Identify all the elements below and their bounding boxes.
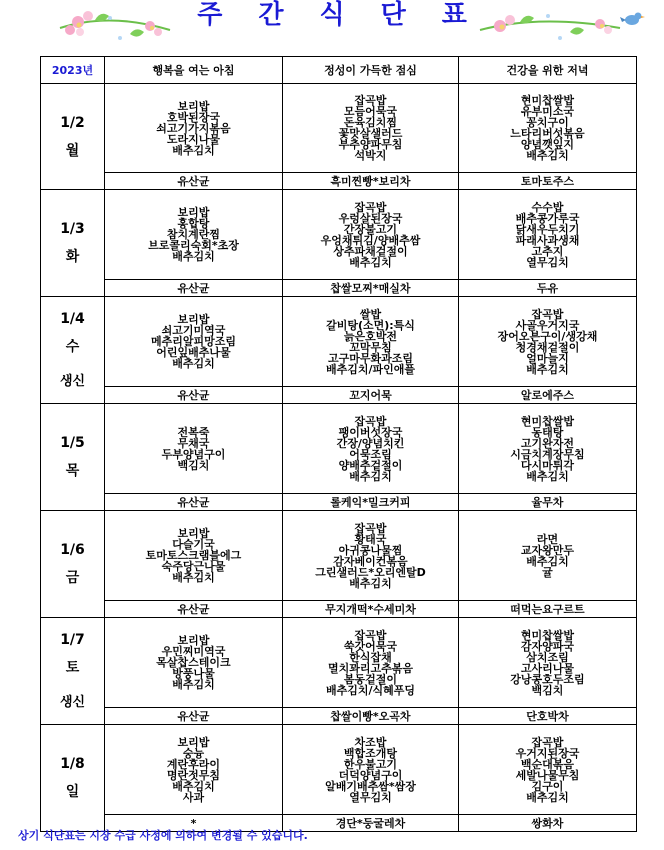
menu-item: 배추콩가루국 <box>515 211 580 225</box>
menu-item: 유부미소국 <box>520 105 575 118</box>
breakfast-menu-cell <box>105 190 283 280</box>
weekday-label: 일 <box>65 784 80 800</box>
footnote: 상기 식단표는 시장 수급 사정에 의하여 변경될 수 있습니다. <box>18 829 308 842</box>
menu-item: 목살찹스테이크 <box>156 656 231 669</box>
menu-item: 브로콜리숙회*초장 <box>148 239 239 252</box>
snack-cell: 유산균 <box>105 601 283 618</box>
menu-item: 메추리알피망조림 <box>150 335 236 348</box>
menu-item: 방풍나물 <box>172 667 215 680</box>
menu-item: 고사리나물 <box>520 661 575 675</box>
menu-item: 얼마늘지 <box>526 351 569 365</box>
menu-item: 더덕양념구이 <box>338 768 403 782</box>
day-cell <box>41 511 105 618</box>
menu-item: 토마토스크램블에그 <box>145 549 242 562</box>
menu-item: 잡곡밥 <box>531 307 564 321</box>
menu-item: 배추김치 <box>172 678 215 691</box>
menu-item: 쌀밥 <box>359 307 382 321</box>
dinner-menu-cell <box>459 190 637 280</box>
menu-item: 배추김치 <box>349 255 392 269</box>
snack-row <box>41 280 637 297</box>
menu-item: 백김치 <box>531 683 564 697</box>
menu-item: 늙은호박전 <box>343 329 398 343</box>
menu-item: 닭새우두치기 <box>515 222 580 236</box>
menu-item: 쑥갓어묵국 <box>343 639 398 653</box>
menu-item: 배추김치 <box>172 250 215 263</box>
weekday-label: 화 <box>65 249 80 265</box>
dinner-menu-cell <box>459 297 637 387</box>
menu-item: 잡곡밥 <box>531 735 564 749</box>
menu-item: 어린잎배추나물 <box>156 346 231 359</box>
lunch-menu-cell <box>283 404 459 494</box>
menu-item: 차조밥 <box>354 735 387 749</box>
menu-item: 쇠고기미역국 <box>161 324 226 337</box>
menu-item: 삼치조림 <box>526 650 569 664</box>
year-header: 2023년 <box>41 57 105 84</box>
menu-item: 잡곡밥 <box>354 628 387 642</box>
menu-item: 현미찹쌀밥 <box>520 628 575 642</box>
dinner-menu-cell <box>459 511 637 601</box>
dinner-header: 건강을 위한 저녁 <box>459 57 637 84</box>
day-row <box>41 297 637 387</box>
menu-item: 호박된장국 <box>166 110 221 124</box>
menu-item: 한식잡채 <box>349 650 392 664</box>
menu-item: 보리밥 <box>177 206 210 219</box>
menu-item: 멸치꽈리고추볶음 <box>327 661 413 675</box>
date-label: 1/3 <box>60 221 85 237</box>
menu-item: 홍합탕 <box>177 217 210 230</box>
menu-item: 양배추겉절이 <box>338 458 403 472</box>
date-label: 1/6 <box>60 542 85 558</box>
menu-item: 그린샐러드*오리엔탈D <box>315 565 426 579</box>
menu-item: 꼬막무침 <box>349 340 392 354</box>
menu-item: 팽이버섯장국 <box>338 425 403 439</box>
menu-item: 모듬어묵국 <box>343 105 398 118</box>
date-label: 1/7 <box>60 632 85 648</box>
menu-item: 배추김치 <box>349 576 392 590</box>
menu-item: 배추김치 <box>526 790 569 804</box>
menu-item: 꽁치구이 <box>526 116 569 129</box>
birthday-label: 생신 <box>59 374 86 389</box>
lunch-menu-cell <box>283 297 459 387</box>
menu-item: 전복죽 <box>177 425 210 439</box>
menu-item: 한우불고기 <box>343 757 398 771</box>
snack-cell: 경단*둥굴레차 <box>283 815 459 832</box>
date-label: 1/2 <box>60 114 85 131</box>
breakfast-menu-cell <box>105 511 283 601</box>
header-row <box>41 57 637 84</box>
menu-item: 배추김치 <box>526 554 569 568</box>
menu-item: 배추김치 <box>526 149 569 162</box>
menu-item: 현미찹쌀밥 <box>520 94 575 107</box>
snack-row <box>41 601 637 618</box>
day-cell <box>41 618 105 725</box>
day-cell <box>41 297 105 404</box>
menu-item: 갈비탕(소면):특식 <box>326 318 415 332</box>
menu-item: 숙주당근나물 <box>161 560 226 573</box>
date-label: 1/5 <box>60 435 85 451</box>
menu-item: 양념깻잎지 <box>520 138 575 151</box>
menu-item: 도라지나물 <box>166 132 221 146</box>
menu-item: 우렁살된장국 <box>338 211 403 225</box>
day-row <box>41 511 637 601</box>
dinner-menu-cell <box>459 618 637 708</box>
day-row <box>41 618 637 708</box>
menu-item: 숭늉 <box>182 746 205 760</box>
menu-item: 김구이 <box>531 779 564 793</box>
snack-cell: 무지개떡*수세미차 <box>283 601 459 618</box>
breakfast-menu-cell <box>105 297 283 387</box>
menu-item: 부추양파무침 <box>338 138 403 151</box>
menu-item: 보리밥 <box>177 634 210 647</box>
title-char: 식 <box>319 0 345 30</box>
snack-cell: 찹쌀이빵*오곡차 <box>283 708 459 725</box>
day-cell <box>41 404 105 511</box>
birthday-label: 생신 <box>59 695 86 710</box>
snack-row <box>41 387 637 404</box>
menu-item: 봄동겉절이 <box>343 672 398 686</box>
menu-item: 라면 <box>536 532 559 546</box>
snack-cell: 유산균 <box>105 280 283 297</box>
snack-cell: 꼬지어묵 <box>283 387 459 404</box>
menu-item: 현미찹쌀밥 <box>520 414 575 428</box>
day-cell <box>41 190 105 297</box>
menu-item: 감자베이컨볶음 <box>333 554 408 568</box>
weekday-label: 토 <box>65 660 80 676</box>
menu-item: 동태탕 <box>531 425 564 439</box>
snack-cell: 롤케익*밀크커피 <box>283 494 459 511</box>
menu-item: 배추김치 <box>526 362 569 376</box>
menu-item: 석박지 <box>354 149 387 162</box>
breakfast-menu-cell <box>105 618 283 708</box>
menu-item: 간장/양념치킨 <box>336 436 405 450</box>
menu-item: 돈육김치찜 <box>343 116 398 129</box>
menu-item: 보리밥 <box>177 99 210 113</box>
menu-item: 잡곡밥 <box>354 521 387 535</box>
snack-cell: 유산균 <box>105 494 283 511</box>
menu-item: 고추지 <box>531 244 564 258</box>
menu-item: 청경채겉절이 <box>515 340 580 354</box>
menu-item: 귤 <box>542 565 553 579</box>
menu-item: 잡곡밥 <box>354 94 387 107</box>
breakfast-header: 행복을 여는 아침 <box>105 57 283 84</box>
menu-item: 백순대볶음 <box>520 757 575 771</box>
menu-item: 보리밥 <box>177 313 210 326</box>
menu-item: 세발나물무침 <box>515 768 580 782</box>
breakfast-menu-cell <box>105 725 283 815</box>
menu-item: 사골우거지국 <box>515 318 580 332</box>
lunch-menu-cell <box>283 725 459 815</box>
snack-cell: 두유 <box>459 280 637 297</box>
menu-item: 우엉채튀김/양배추쌈 <box>320 233 421 247</box>
lunch-header: 정성이 가득한 점심 <box>283 57 459 84</box>
snack-cell: 단호박차 <box>459 708 637 725</box>
weekday-label: 목 <box>65 463 80 479</box>
menu-item: 잡곡밥 <box>354 414 387 428</box>
day-cell <box>41 725 105 832</box>
snack-row <box>41 173 637 190</box>
menu-item: 감자양파국 <box>520 639 575 653</box>
menu-item: 배추김치 <box>172 143 215 157</box>
menu-item: 황태국 <box>354 532 387 546</box>
snack-cell: 율무차 <box>459 494 637 511</box>
lunch-menu-cell <box>283 190 459 280</box>
page-title <box>0 0 664 30</box>
menu-item: 배추김치/식혜푸딩 <box>325 683 416 697</box>
snack-cell: * <box>105 815 283 832</box>
title-char: 주 <box>197 0 223 30</box>
menu-item: 사과 <box>182 790 205 804</box>
menu-item: 꽃맛살샐러드 <box>338 127 403 140</box>
menu-item: 배추김치 <box>172 357 215 370</box>
lunch-menu-cell <box>283 511 459 601</box>
snack-cell: 떠먹는요구르트 <box>459 601 637 618</box>
menu-item: 고기완자전 <box>520 436 575 450</box>
snack-cell: 유산균 <box>105 173 283 190</box>
menu-item: 다시마튀각 <box>520 458 575 472</box>
lunch-menu-cell <box>283 618 459 708</box>
menu-item: 상추파채겉절이 <box>333 244 408 258</box>
menu-item: 배추김치 <box>526 469 569 483</box>
snack-cell: 쌍화차 <box>459 815 637 832</box>
menu-item: 명란젓무침 <box>166 768 221 782</box>
day-row <box>41 725 637 815</box>
dinner-menu-cell <box>459 725 637 815</box>
menu-item: 열무김치 <box>349 790 392 804</box>
snack-cell: 알로에주스 <box>459 387 637 404</box>
breakfast-menu-cell <box>105 84 283 173</box>
day-row <box>41 190 637 280</box>
menu-item: 우민찌미역국 <box>161 645 226 658</box>
menu-item: 어묵조림 <box>349 447 392 461</box>
menu-item: 교자왕만두 <box>520 543 575 557</box>
weekday-label: 수 <box>65 339 80 355</box>
menu-item: 배추김치/파인애플 <box>325 362 416 376</box>
menu-item: 수수밥 <box>531 200 564 214</box>
menu-item: 참치계란찜 <box>166 228 221 241</box>
snack-row <box>41 708 637 725</box>
menu-item: 두부양념구이 <box>161 447 226 461</box>
weekday-label: 월 <box>65 142 80 159</box>
menu-item: 보리밥 <box>177 527 210 540</box>
menu-item: 알배기배추쌈*쌈장 <box>325 779 416 793</box>
weekday-label: 금 <box>65 570 80 586</box>
title-char: 단 <box>380 0 406 30</box>
menu-item: 배추김치 <box>172 779 215 793</box>
menu-item: 간장불고기 <box>343 222 398 236</box>
snack-cell: 토마토주스 <box>459 173 637 190</box>
menu-item: 배추김치 <box>349 469 392 483</box>
menu-item: 고구마무화과조림 <box>327 351 413 365</box>
snack-cell: 흑미찐빵*보리차 <box>283 173 459 190</box>
snack-cell: 유산균 <box>105 708 283 725</box>
menu-item: 무채국 <box>177 436 210 450</box>
menu-item: 열무김치 <box>526 255 569 269</box>
menu-item: 아귀콩나물찜 <box>338 543 403 557</box>
menu-item: 강낭콩호두조림 <box>510 672 585 686</box>
menu-item: 백합조개탕 <box>343 746 398 760</box>
dinner-menu-cell <box>459 84 637 173</box>
title-char: 표 <box>441 0 467 30</box>
day-cell <box>41 84 105 190</box>
date-label: 1/4 <box>60 311 85 327</box>
menu-item: 잡곡밥 <box>354 200 387 214</box>
menu-item: 보리밥 <box>177 735 210 749</box>
title-char: 간 <box>258 0 284 30</box>
menu-item: 장어오븐구이/생강채 <box>497 329 598 343</box>
day-row <box>41 404 637 494</box>
dinner-menu-cell <box>459 404 637 494</box>
menu-item: 시금치계장무침 <box>510 447 585 461</box>
menu-item: 우거지된장국 <box>515 746 580 760</box>
menu-item: 배추김치 <box>172 571 215 584</box>
date-label: 1/8 <box>60 756 85 772</box>
menu-item: 다슬기국 <box>172 538 215 551</box>
snack-cell: 유산균 <box>105 387 283 404</box>
snack-cell: 찹쌀모찌*매실차 <box>283 280 459 297</box>
weekly-menu-table <box>40 56 637 832</box>
menu-item: 백김치 <box>177 458 210 472</box>
snack-row <box>41 494 637 511</box>
lunch-menu-cell <box>283 84 459 173</box>
menu-item: 파래사과생채 <box>515 233 580 247</box>
menu-item: 계란후라이 <box>166 757 221 771</box>
menu-item: 쇠고기가지볶음 <box>156 121 231 135</box>
breakfast-menu-cell <box>105 404 283 494</box>
menu-item: 느타리버섯볶음 <box>510 127 585 140</box>
day-row <box>41 84 637 173</box>
